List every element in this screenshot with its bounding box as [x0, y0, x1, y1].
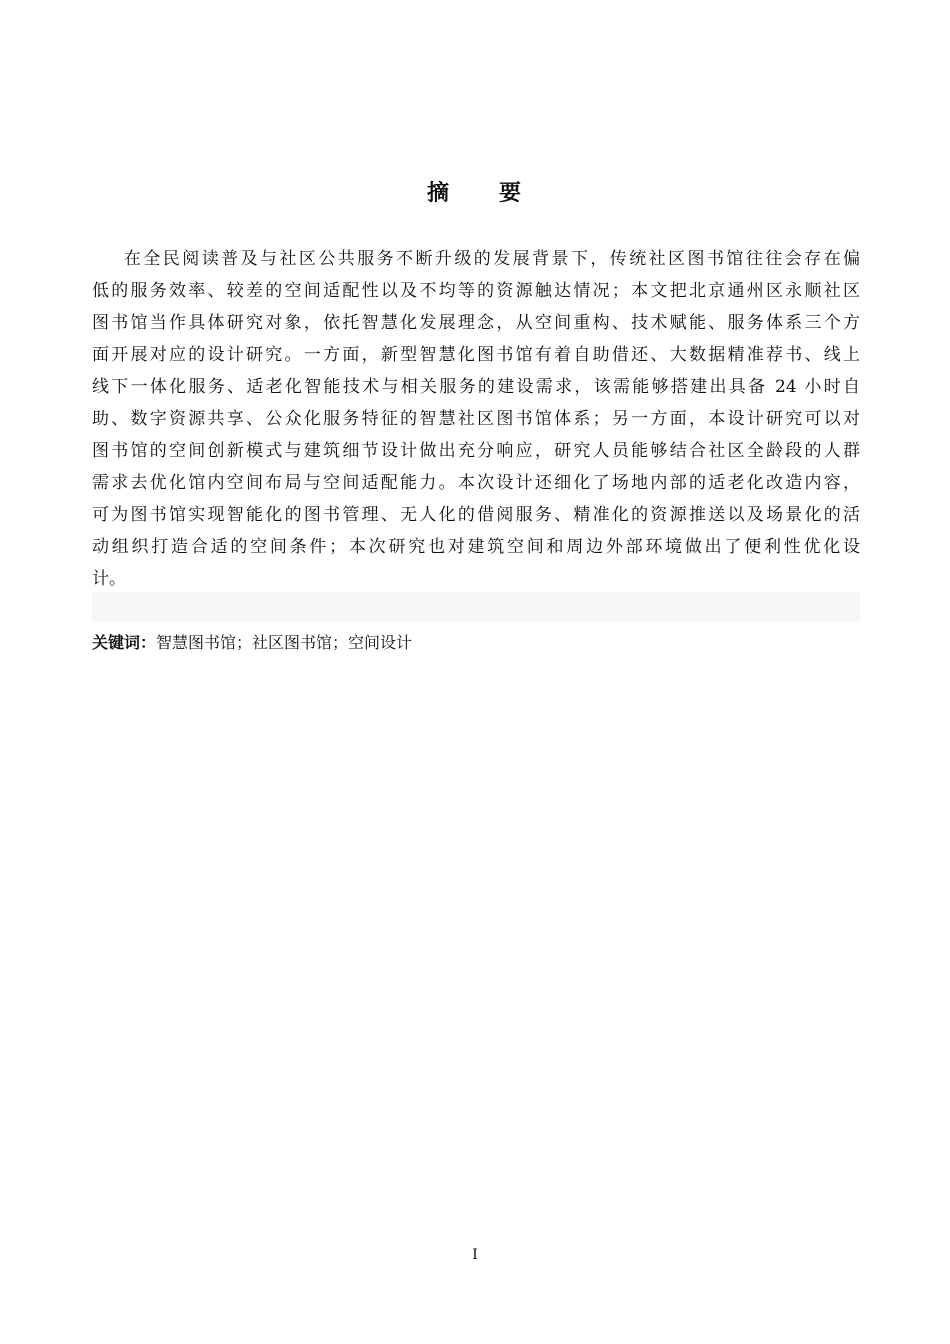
abstract-line: 计。	[92, 569, 126, 589]
abstract-line: 面开展对应的设计研究。一方面，新型智慧化图书馆有着自助借还、大数据精准荐书、线上	[92, 345, 860, 365]
abstract-line: 助、数字资源共享、公众化服务特征的智慧社区图书馆体系；另一方面，本设计研究可以对	[92, 409, 860, 429]
page-number: I	[472, 1247, 478, 1263]
keywords-row	[92, 628, 860, 658]
abstract-line: 线下一体化服务、适老化智能技术与相关服务的建设需求，该需能够搭建出具备 24 小时自	[92, 377, 860, 397]
keywords-label: 关键词：	[92, 633, 157, 652]
abstract-line: 图书馆的空间创新模式与建筑细节设计做出充分响应，研究人员能够结合社区全龄段的人群	[92, 441, 860, 461]
abstract-body	[92, 243, 860, 595]
keywords-value: 智慧图书馆；社区图书馆；空间设计	[156, 633, 413, 652]
abstract-line: 图书馆当作具体研究对象，依托智慧化发展理念，从空间重构、技术赋能、服务体系三个方	[92, 313, 860, 333]
abstract-line: 需求去优化馆内空间布局与空间适配能力。本次设计还细化了场地内部的适老化改造内容，	[92, 473, 860, 493]
abstract-line: 可为图书馆实现智能化的图书管理、无人化的借阅服务、精准化的资源推送以及场景化的活	[92, 505, 860, 525]
abstract-line: 动组织打造合适的空间条件；本次研究也对建筑空间和周边外部环境做出了便利性优化设	[92, 537, 860, 557]
shaded-band	[92, 592, 860, 622]
page-title: 摘 要	[426, 181, 523, 206]
abstract-line: 低的服务效率、较差的空间适配性以及不均等的资源触达情况；本文把北京通州区永顺社区	[92, 281, 860, 301]
abstract-line: 在全民阅读普及与社区公共服务不断升级的发展背景下，传统社区图书馆往往会存在偏	[124, 249, 860, 269]
